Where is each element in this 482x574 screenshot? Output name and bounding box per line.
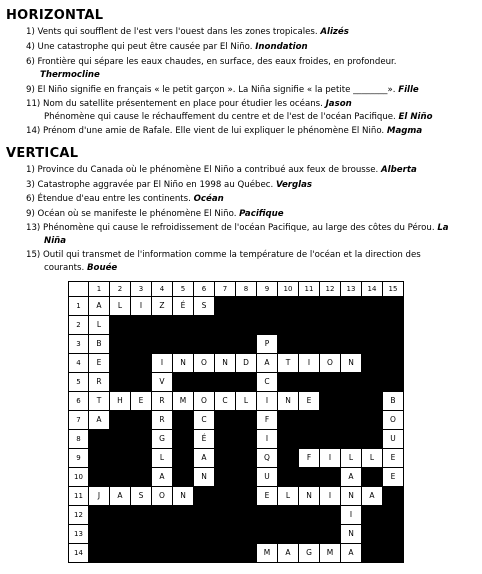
letter-cell: B bbox=[88, 334, 110, 354]
black-cell bbox=[172, 334, 194, 354]
letter-cell: E bbox=[88, 353, 110, 373]
black-cell bbox=[109, 372, 131, 392]
letter-cell: N bbox=[277, 391, 299, 411]
black-cell bbox=[130, 448, 152, 468]
letter-cell: F bbox=[298, 448, 320, 468]
black-cell bbox=[130, 467, 152, 487]
letter-cell: N bbox=[172, 353, 194, 373]
black-cell bbox=[277, 429, 299, 449]
black-cell bbox=[88, 543, 110, 563]
black-cell bbox=[172, 543, 194, 563]
black-cell bbox=[382, 296, 404, 316]
black-cell bbox=[214, 505, 236, 525]
clue-h4 bbox=[26, 42, 308, 53]
letter-cell: N bbox=[193, 467, 215, 487]
black-cell bbox=[109, 429, 131, 449]
clue-h11 bbox=[26, 99, 352, 110]
black-cell bbox=[319, 315, 341, 335]
letter-cell: C bbox=[214, 391, 236, 411]
letter-cell: T bbox=[88, 391, 110, 411]
black-cell bbox=[319, 334, 341, 354]
black-cell bbox=[277, 505, 299, 525]
clue-text: Phénomène qui cause le réchauffement du centre et de l'est de l'océan Pacifique. bbox=[44, 112, 396, 122]
black-cell bbox=[214, 486, 236, 506]
black-cell bbox=[340, 296, 362, 316]
black-cell bbox=[319, 505, 341, 525]
letter-cell: I bbox=[151, 353, 173, 373]
black-cell bbox=[277, 372, 299, 392]
clue-answer: Océan bbox=[193, 194, 224, 204]
letter-cell: S bbox=[130, 486, 152, 506]
column-header: 12 bbox=[319, 281, 341, 297]
black-cell bbox=[235, 505, 257, 525]
black-cell bbox=[277, 315, 299, 335]
black-cell bbox=[130, 315, 152, 335]
black-cell bbox=[277, 410, 299, 430]
black-cell bbox=[298, 334, 320, 354]
clue-text: 4) Une catastrophe qui peut être causée par El Niño. bbox=[26, 42, 253, 52]
black-cell bbox=[298, 296, 320, 316]
black-cell bbox=[214, 429, 236, 449]
black-cell bbox=[382, 372, 404, 392]
black-cell bbox=[361, 467, 383, 487]
black-cell bbox=[151, 334, 173, 354]
letter-cell: R bbox=[151, 410, 173, 430]
black-cell bbox=[235, 410, 257, 430]
letter-cell: R bbox=[151, 391, 173, 411]
letter-cell: É bbox=[172, 296, 194, 316]
letter-cell: V bbox=[151, 372, 173, 392]
row-header: 6 bbox=[68, 391, 89, 411]
clue-answer: Magma bbox=[386, 126, 423, 136]
black-cell bbox=[277, 296, 299, 316]
black-cell bbox=[88, 429, 110, 449]
black-cell bbox=[88, 467, 110, 487]
column-header: 5 bbox=[172, 281, 194, 297]
letter-cell: I bbox=[298, 353, 320, 373]
letter-cell: Z bbox=[151, 296, 173, 316]
black-cell bbox=[130, 334, 152, 354]
column-header: 10 bbox=[277, 281, 299, 297]
clue-v6 bbox=[26, 194, 224, 205]
black-cell bbox=[319, 372, 341, 392]
letter-cell: S bbox=[193, 296, 215, 316]
letter-cell: N bbox=[214, 353, 236, 373]
clue-v1 bbox=[26, 165, 417, 176]
clue-text: 11) Nom du satellite présentement en place pour étudier les océans. bbox=[26, 99, 323, 109]
black-cell bbox=[319, 467, 341, 487]
letter-cell: N bbox=[340, 353, 362, 373]
clue-answer: Jason bbox=[325, 99, 352, 109]
black-cell bbox=[172, 505, 194, 525]
black-cell bbox=[235, 334, 257, 354]
clue-h1 bbox=[26, 27, 349, 38]
black-cell bbox=[361, 315, 383, 335]
column-header: 9 bbox=[256, 281, 278, 297]
black-cell bbox=[361, 543, 383, 563]
clue-answer: Niña bbox=[44, 236, 67, 246]
letter-cell: A bbox=[193, 448, 215, 468]
row-header: 3 bbox=[68, 334, 89, 354]
black-cell bbox=[214, 372, 236, 392]
letter-cell: L bbox=[361, 448, 383, 468]
clue-h6-answer bbox=[40, 70, 100, 81]
clue-v15-cont bbox=[44, 263, 117, 274]
clue-v13 bbox=[26, 223, 449, 234]
letter-cell: L bbox=[88, 315, 110, 335]
black-cell bbox=[340, 334, 362, 354]
letter-cell: U bbox=[256, 467, 278, 487]
clue-h14 bbox=[26, 126, 422, 137]
black-cell bbox=[109, 353, 131, 373]
black-cell bbox=[256, 315, 278, 335]
section-title-vertical: VERTICAL bbox=[6, 146, 79, 161]
black-cell bbox=[298, 524, 320, 544]
black-cell bbox=[235, 524, 257, 544]
letter-cell: O bbox=[382, 410, 404, 430]
black-cell bbox=[130, 543, 152, 563]
black-cell bbox=[382, 486, 404, 506]
clue-answer: Inondation bbox=[255, 42, 308, 52]
black-cell bbox=[319, 391, 341, 411]
column-header: 11 bbox=[298, 281, 320, 297]
letter-cell: C bbox=[256, 372, 278, 392]
letter-cell: Q bbox=[256, 448, 278, 468]
grid-corner bbox=[68, 281, 89, 297]
row-header: 11 bbox=[68, 486, 89, 506]
letter-cell: B bbox=[382, 391, 404, 411]
row-header: 10 bbox=[68, 467, 89, 487]
black-cell bbox=[235, 429, 257, 449]
black-cell bbox=[361, 505, 383, 525]
black-cell bbox=[319, 524, 341, 544]
letter-cell: R bbox=[88, 372, 110, 392]
black-cell bbox=[88, 505, 110, 525]
black-cell bbox=[130, 505, 152, 525]
letter-cell: M bbox=[172, 391, 194, 411]
clue-answer: Alizés bbox=[320, 27, 349, 37]
clue-text: 9) El Niño signifie en français « le petit garçon ». La Niña signifie « la petite ________». bbox=[26, 85, 396, 95]
clue-v13-answer bbox=[44, 236, 66, 247]
black-cell bbox=[382, 315, 404, 335]
letter-cell: L bbox=[151, 448, 173, 468]
black-cell bbox=[340, 315, 362, 335]
letter-cell: L bbox=[277, 486, 299, 506]
letter-cell: E bbox=[382, 448, 404, 468]
letter-cell: T bbox=[277, 353, 299, 373]
letter-cell: F bbox=[256, 410, 278, 430]
letter-cell: N bbox=[172, 486, 194, 506]
black-cell bbox=[298, 410, 320, 430]
column-header: 2 bbox=[109, 281, 131, 297]
clue-text: 1) Vents qui soufflent de l'est vers l'ouest dans les zones tropicales. bbox=[26, 27, 318, 37]
letter-cell: N bbox=[340, 524, 362, 544]
letter-cell: J bbox=[88, 486, 110, 506]
black-cell bbox=[298, 429, 320, 449]
black-cell bbox=[382, 353, 404, 373]
letter-cell: E bbox=[256, 486, 278, 506]
black-cell bbox=[193, 315, 215, 335]
black-cell bbox=[214, 315, 236, 335]
column-header: 6 bbox=[193, 281, 215, 297]
black-cell bbox=[88, 448, 110, 468]
black-cell bbox=[214, 410, 236, 430]
letter-cell: G bbox=[151, 429, 173, 449]
black-cell bbox=[340, 410, 362, 430]
black-cell bbox=[361, 429, 383, 449]
black-cell bbox=[382, 543, 404, 563]
crossword-grid bbox=[68, 281, 408, 557]
letter-cell: E bbox=[298, 391, 320, 411]
letter-cell: E bbox=[382, 467, 404, 487]
clue-text: 3) Catastrophe aggravée par El Niño en 1998 au Québec. bbox=[26, 180, 274, 190]
column-header: 14 bbox=[361, 281, 383, 297]
black-cell bbox=[172, 372, 194, 392]
black-cell bbox=[214, 296, 236, 316]
letter-cell: É bbox=[193, 429, 215, 449]
black-cell bbox=[172, 467, 194, 487]
black-cell bbox=[214, 543, 236, 563]
black-cell bbox=[172, 524, 194, 544]
letter-cell: A bbox=[361, 486, 383, 506]
letter-cell: I bbox=[340, 505, 362, 525]
letter-cell: A bbox=[109, 486, 131, 506]
clue-text: 6) Étendue d'eau entre les continents. bbox=[26, 194, 191, 204]
black-cell bbox=[277, 467, 299, 487]
black-cell bbox=[151, 315, 173, 335]
black-cell bbox=[109, 410, 131, 430]
black-cell bbox=[235, 315, 257, 335]
clue-answer: Verglas bbox=[275, 180, 313, 190]
black-cell bbox=[340, 391, 362, 411]
letter-cell: O bbox=[319, 353, 341, 373]
black-cell bbox=[277, 524, 299, 544]
black-cell bbox=[214, 448, 236, 468]
clue-answer: Fille bbox=[398, 85, 419, 95]
black-cell bbox=[235, 467, 257, 487]
black-cell bbox=[382, 524, 404, 544]
black-cell bbox=[193, 505, 215, 525]
black-cell bbox=[214, 334, 236, 354]
clue-text: courants. bbox=[44, 263, 85, 273]
black-cell bbox=[319, 429, 341, 449]
black-cell bbox=[130, 410, 152, 430]
letter-cell: L bbox=[235, 391, 257, 411]
row-header: 1 bbox=[68, 296, 89, 316]
clue-answer: La bbox=[437, 223, 449, 233]
letter-cell: M bbox=[256, 543, 278, 563]
row-header: 12 bbox=[68, 505, 89, 525]
letter-cell: O bbox=[193, 391, 215, 411]
black-cell bbox=[340, 429, 362, 449]
black-cell bbox=[193, 334, 215, 354]
black-cell bbox=[361, 296, 383, 316]
clue-text: 1) Province du Canada où le phénomène El Niño a contribué aux feux de brousse. bbox=[26, 165, 379, 175]
black-cell bbox=[277, 334, 299, 354]
column-header: 4 bbox=[151, 281, 173, 297]
clue-answer: El Niño bbox=[398, 112, 433, 122]
black-cell bbox=[109, 467, 131, 487]
letter-cell: A bbox=[88, 410, 110, 430]
black-cell bbox=[382, 505, 404, 525]
clue-text: 13) Phénomène qui cause le refroidissement de l'océan Pacifique, au large des côtes du Pérou. bbox=[26, 223, 435, 233]
black-cell bbox=[298, 505, 320, 525]
black-cell bbox=[235, 543, 257, 563]
black-cell bbox=[277, 448, 299, 468]
row-header: 4 bbox=[68, 353, 89, 373]
black-cell bbox=[298, 315, 320, 335]
clue-answer: Pacifique bbox=[239, 209, 284, 219]
black-cell bbox=[193, 486, 215, 506]
column-header: 13 bbox=[340, 281, 362, 297]
clue-h12 bbox=[44, 112, 433, 123]
clue-v3 bbox=[26, 180, 312, 191]
row-header: 5 bbox=[68, 372, 89, 392]
black-cell bbox=[235, 296, 257, 316]
black-cell bbox=[193, 372, 215, 392]
black-cell bbox=[361, 391, 383, 411]
black-cell bbox=[88, 524, 110, 544]
letter-cell: N bbox=[340, 486, 362, 506]
black-cell bbox=[172, 448, 194, 468]
letter-cell: A bbox=[151, 467, 173, 487]
black-cell bbox=[109, 524, 131, 544]
column-header: 8 bbox=[235, 281, 257, 297]
black-cell bbox=[172, 315, 194, 335]
clue-v9 bbox=[26, 209, 284, 220]
black-cell bbox=[256, 524, 278, 544]
black-cell bbox=[214, 467, 236, 487]
letter-cell: A bbox=[88, 296, 110, 316]
row-header: 8 bbox=[68, 429, 89, 449]
row-header: 2 bbox=[68, 315, 89, 335]
black-cell bbox=[109, 334, 131, 354]
black-cell bbox=[235, 486, 257, 506]
letter-cell: A bbox=[340, 543, 362, 563]
black-cell bbox=[109, 505, 131, 525]
letter-cell: L bbox=[340, 448, 362, 468]
black-cell bbox=[256, 505, 278, 525]
black-cell bbox=[298, 467, 320, 487]
letter-cell: A bbox=[340, 467, 362, 487]
black-cell bbox=[319, 296, 341, 316]
black-cell bbox=[298, 372, 320, 392]
black-cell bbox=[130, 353, 152, 373]
clue-answer: Alberta bbox=[381, 165, 417, 175]
letter-cell: M bbox=[319, 543, 341, 563]
black-cell bbox=[193, 543, 215, 563]
section-title-horizontal: HORIZONTAL bbox=[6, 8, 104, 23]
letter-cell: C bbox=[193, 410, 215, 430]
black-cell bbox=[109, 315, 131, 335]
black-cell bbox=[109, 543, 131, 563]
letter-cell: I bbox=[319, 486, 341, 506]
black-cell bbox=[151, 543, 173, 563]
letter-cell: L bbox=[109, 296, 131, 316]
black-cell bbox=[361, 353, 383, 373]
black-cell bbox=[235, 372, 257, 392]
black-cell bbox=[130, 524, 152, 544]
black-cell bbox=[361, 524, 383, 544]
row-header: 7 bbox=[68, 410, 89, 430]
black-cell bbox=[361, 334, 383, 354]
clue-text: 6) Frontière qui sépare les eaux chaudes, en surface, des eaux froides, en profondeur. bbox=[26, 57, 397, 67]
letter-cell: D bbox=[235, 353, 257, 373]
clue-text: 9) Océan où se manifeste le phénomène El Niño. bbox=[26, 209, 237, 219]
letter-cell: G bbox=[298, 543, 320, 563]
column-header: 15 bbox=[382, 281, 404, 297]
column-header: 3 bbox=[130, 281, 152, 297]
clue-h6 bbox=[26, 57, 397, 68]
clue-text: 14) Prénom d'une amie de Rafale. Elle vient de lui expliquer le phénomène El Niño. bbox=[26, 126, 385, 136]
row-header: 13 bbox=[68, 524, 89, 544]
black-cell bbox=[361, 410, 383, 430]
letter-cell: H bbox=[109, 391, 131, 411]
letter-cell: N bbox=[298, 486, 320, 506]
black-cell bbox=[151, 524, 173, 544]
column-header: 7 bbox=[214, 281, 236, 297]
black-cell bbox=[214, 524, 236, 544]
black-cell bbox=[172, 410, 194, 430]
black-cell bbox=[193, 524, 215, 544]
letter-cell: U bbox=[382, 429, 404, 449]
clue-h9 bbox=[26, 85, 419, 96]
clue-v15 bbox=[26, 250, 421, 261]
black-cell bbox=[130, 429, 152, 449]
black-cell bbox=[361, 372, 383, 392]
black-cell bbox=[256, 296, 278, 316]
letter-cell: A bbox=[277, 543, 299, 563]
letter-cell: I bbox=[130, 296, 152, 316]
black-cell bbox=[319, 410, 341, 430]
letter-cell: I bbox=[256, 391, 278, 411]
letter-cell: I bbox=[256, 429, 278, 449]
column-header: 1 bbox=[88, 281, 110, 297]
black-cell bbox=[151, 505, 173, 525]
letter-cell: E bbox=[130, 391, 152, 411]
clue-text: 15) Outil qui transmet de l'information comme la température de l'océan et la direction des bbox=[26, 250, 421, 260]
letter-cell: O bbox=[193, 353, 215, 373]
row-header: 14 bbox=[68, 543, 89, 563]
clue-answer: Bouée bbox=[87, 263, 118, 273]
letter-cell: I bbox=[319, 448, 341, 468]
letter-cell: A bbox=[256, 353, 278, 373]
row-header: 9 bbox=[68, 448, 89, 468]
black-cell bbox=[109, 448, 131, 468]
black-cell bbox=[235, 448, 257, 468]
letter-cell: P bbox=[256, 334, 278, 354]
letter-cell: O bbox=[151, 486, 173, 506]
black-cell bbox=[130, 372, 152, 392]
black-cell bbox=[382, 334, 404, 354]
clue-answer: Thermocline bbox=[40, 70, 100, 80]
black-cell bbox=[340, 372, 362, 392]
black-cell bbox=[172, 429, 194, 449]
